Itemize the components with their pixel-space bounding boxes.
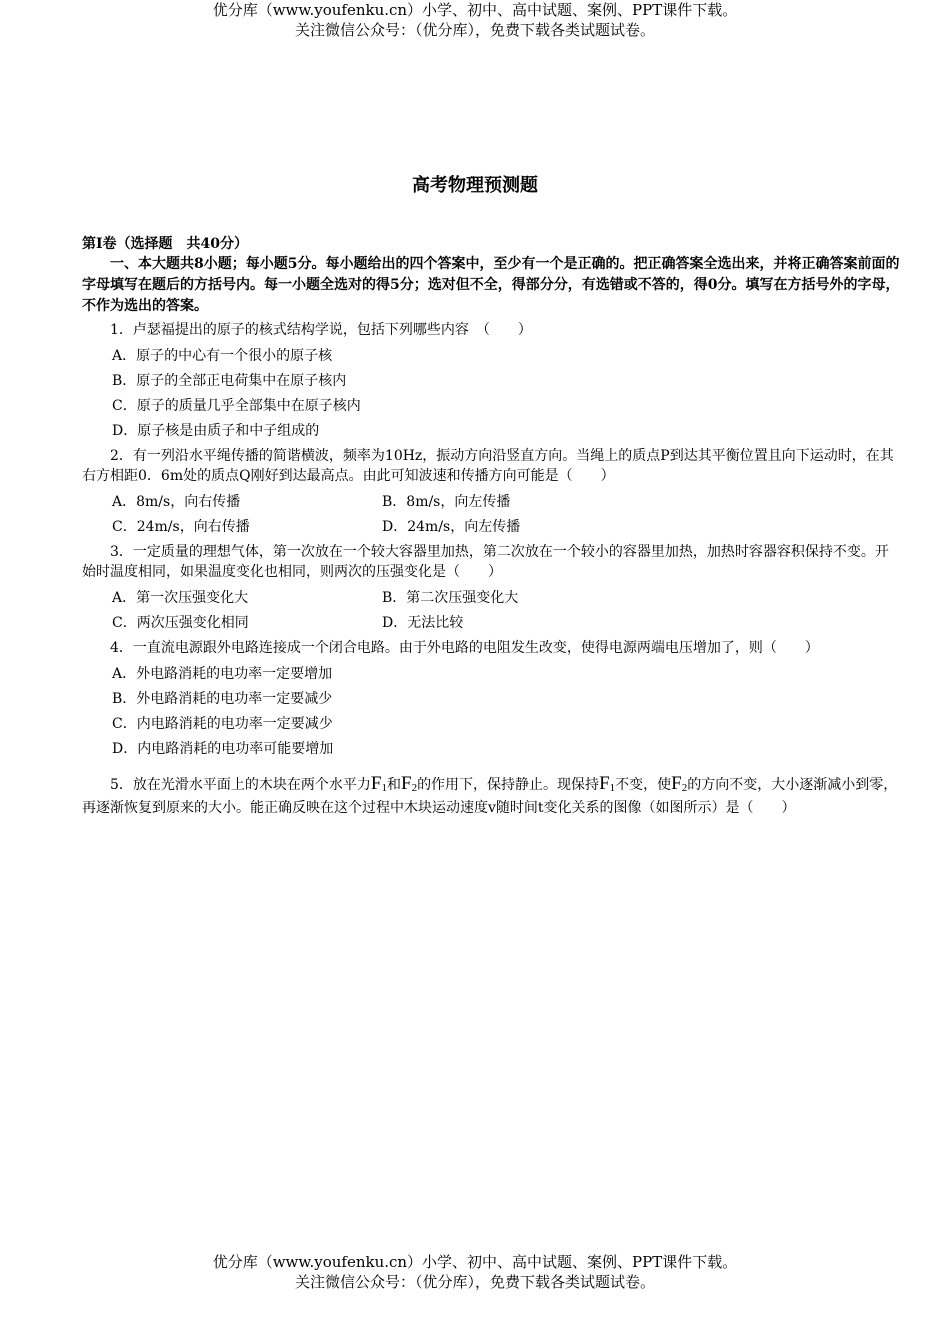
question-3-option-b: B．第二次压强变化大 [382, 590, 519, 606]
header-line-2: 关注微信公众号：（优分库），免费下载各类试题试卷。 [294, 21, 655, 39]
question-3 [82, 542, 902, 636]
page-header [0, 0, 950, 40]
section-heading: 第Ⅰ卷（选择题 共40分） [82, 236, 249, 252]
question-1-option-a: A．原子的中心有一个很小的原子核 [112, 348, 333, 364]
question-2-stem: 2．有一列沿水平绳传播的简谐横波，频率为10Hz，振动方向沿竖直方向。当绳上的质点P到达其平衡位置且向下运动时，在其右方相距0．6m处的质点Q刚好到达最高点。由此可知波速和传播方向可能是（ ） [82, 448, 894, 484]
question-3-stem: 3．一定质量的理想气体，第一次放在一个较大容器里加热，第二次放在一个较小的容器里加热，加热时容器容积保持不变。开始时温度相同，如果温度变化也相同，则两次的压强变化是（ ） [82, 544, 889, 580]
question-3-options-row-1 [82, 586, 902, 611]
question-2-options-row-1 [82, 490, 902, 515]
question-2-option-d: D．24m/s，向左传播 [382, 519, 521, 535]
question-5-stem [82, 774, 902, 818]
question-2-option-a: A．8m/s，向右传播 [112, 494, 241, 510]
question-4-option-b: B．外电路消耗的电功率一定要减少 [112, 691, 333, 707]
question-1-option-c: C．原子的质量几乎全部集中在原子核内 [112, 398, 361, 414]
question-4-option-c: C．内电路消耗的电功率一定要减少 [112, 716, 333, 732]
question-4-option-a: A．外电路消耗的电功率一定要增加 [112, 666, 333, 682]
force-f1-symbol-2: $F_1$ [599, 773, 616, 794]
question-5-and: 和 [386, 777, 401, 793]
question-4-option-d: D．内电路消耗的电功率可能要增加 [112, 741, 334, 757]
page-footer [0, 1252, 950, 1292]
question-5-text-2: 的作用下，保持静止。现保持 [417, 777, 600, 793]
question-4 [82, 638, 902, 762]
question-1 [82, 320, 902, 444]
question-2-options-row-2 [82, 515, 902, 540]
force-f1-symbol: $F_1$ [370, 773, 387, 794]
question-2-option-c: C．24m/s，向右传播 [112, 519, 250, 535]
question-2 [82, 446, 902, 540]
header-line-1: 优分库（www.youfenku.cn）小学、初中、高中试题、案例、PPT课件下载。 [212, 1, 738, 19]
page-title: 高考物理预测题 [412, 175, 538, 196]
instructions: 一、本大题共8小题；每小题5分。每小题给出的四个答案中，至少有一个是正确的。把正确答案全选出来，并将正确答案前面的字母填写在题后的方括号内。每一小题全选对的得5分；选对但不全，得部分分，有选错或不答的，得0分。填写在方括号外的字母，不作为选出的答案。 [82, 256, 900, 314]
force-f2-symbol: $F_2$ [400, 773, 418, 794]
question-3-option-d: D．无法比较 [382, 615, 464, 631]
question-2-option-b: B．8m/s，向左传播 [382, 494, 511, 510]
question-5-text-1: 5．放在光滑水平面上的木块在两个水平力 [110, 777, 371, 793]
question-3-option-a: A．第一次压强变化大 [112, 590, 249, 606]
question-1-option-d: D．原子核是由质子和中子组成的 [112, 423, 320, 439]
question-5-text-3: 不变，使 [615, 777, 672, 793]
question-1-stem: 1．卢瑟福提出的原子的核式结构学说，包括下列哪些内容 （ ） [110, 322, 532, 338]
question-1-option-b: B．原子的全部正电荷集中在原子核内 [112, 373, 347, 389]
question-5-text-4: 的方向不变，大小逐渐减小到零，再逐渐恢复到原来的大小。能正确反映在这个过程中木块运动速度v随时间t变化关系的图像（如图所示）是（ ） [82, 777, 898, 816]
question-3-options-row-2 [82, 611, 902, 636]
footer-line-1: 优分库（www.youfenku.cn）小学、初中、高中试题、案例、PPT课件下载。 [212, 1253, 738, 1271]
footer-line-2: 关注微信公众号：（优分库），免费下载各类试题试卷。 [294, 1273, 655, 1291]
force-f2-symbol-2: $F_2$ [671, 773, 688, 794]
question-3-option-c: C．两次压强变化相同 [112, 615, 249, 631]
question-4-stem: 4．一直流电源跟外电路连接成一个闭合电路。由于外电路的电阻发生改变，使得电源两端电压增加了，则（ ） [110, 640, 819, 656]
exam-content [82, 234, 902, 818]
